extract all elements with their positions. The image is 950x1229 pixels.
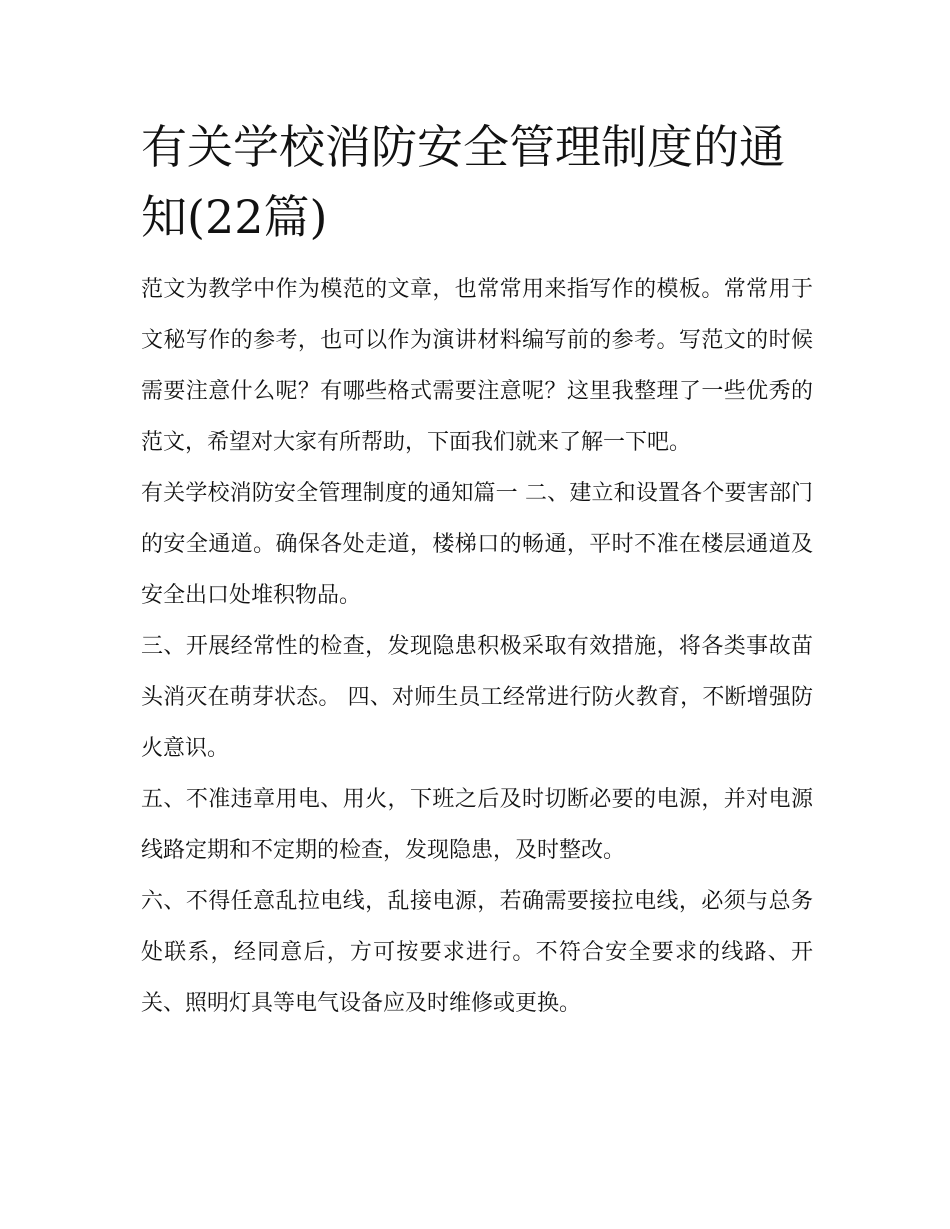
document-body (141, 112, 813, 1029)
paragraph-4: 六、不得任意乱拉电线，乱接电源，若确需要接拉电线，必须与总务处联系，经同意后，方可按要求进行。不符合安全要求的线路、开关、照明灯具等电气设备应及时维修或更换。 (141, 889, 813, 1016)
document-title: 有关学校消防安全管理制度的通知(22篇) (141, 120, 785, 244)
paragraph-3: 五、不准违章用电、用火，下班之后及时切断必要的电源，并对电源线路定期和不定期的检查，发现隐患，及时整改。 (141, 787, 813, 863)
paragraph-1: 有关学校消防安全管理制度的通知篇一 二、建立和设置各个要害部门的安全通道。确保各处走道，楼梯口的畅通，平时不准在楼层通道及安全出口处堆积物品。 (141, 481, 813, 608)
paragraph-2: 三、开展经常性的检查，发现隐患积极采取有效措施，将各类事故苗头消灭在萌芽状态。 四、对师生员工经常进行防火教育，不断增强防火意识。 (141, 634, 813, 761)
paragraph-intro: 范文为教学中作为模范的文章，也常常用来指写作的模板。常常用于文秘写作的参考，也可以作为演讲材料编写前的参考。写范文的时候需要注意什么呢？有哪些格式需要注意呢？这里我整理了一些优秀的范文，希望对大家有所帮助，下面我们就来了解一下吧。 (141, 277, 813, 455)
